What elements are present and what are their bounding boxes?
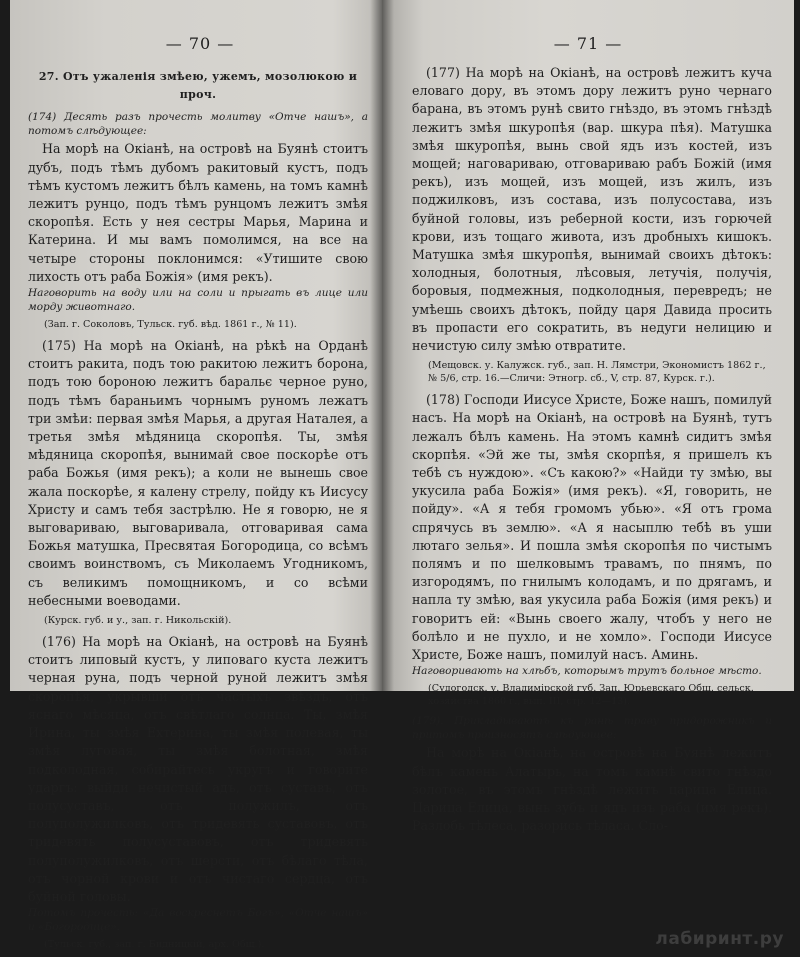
source-note: (Зап. г. Соколовъ, Тульск. губ. вѣд. 1861 г., № 11). [44,319,297,331]
left-page [10,0,390,951]
paragraph-177: (177) На морѣ на Окіанѣ, на островѣ лежитъ куча еловаго дору, въ этомъ дору лежитъ руно чернаго барана, въ этомъ рунѣ свито гнѣздо, въ этомъ гнѣздѣ лежитъ змѣя шкуропѣя (вар. шкура пѣя). Матушка змѣя шкуропѣя, вынь свой ядъ изъ костей, изъ мощей; наговариваю, отговариваю рабъ Божій (имя рекъ), изъ мощей, изъ мощей, изъ жилъ, изъ поджилковъ, изъ состава, изъ полусостава, изъ буйной головы, изъ реберной кости, изъ горючей крови, изъ тощаго живота, изъ дробныхъ кишокъ. Матушка змѣя шкуропѣя, вынимай своихъ дѣтокъ: холодныя, болотныя, лѣсовыя, летучія, получія, боровыя, подмежныя, подколодныя, перевредъ; не умѣешь своихъ дѣтокъ, пойду царя Давида просить въ пропасти его сократить, въ недуги нелицию и нечистую силу змѣю отвратите. [412,65,772,354]
source-note: (Тульск. губ., зап. г. Бидницкій, арх. Общ.). [44,939,265,951]
left-page-number: — 70 — [165,34,235,53]
instruction-176: Потомъ прочесть: «Да воскреснетъ Богъ», «Отче нашъ» и «Богородице». [28,907,368,934]
right-page [382,0,794,834]
paragraph-175: (175) На морѣ на Окіанѣ, на рѣкѣ на Орданѣ стоитъ ракита, подъ тою ракитою лежитъ борона, подъ тою бороною лежитъ баральє черное руно, подъ тѣмъ бараньимъ чорнымъ руномъ лежатъ три змѣи: первая змѣя Марья, а другая Наталея, а третья змѣя мѣдяница скоропѣя. Ты, змѣя мѣдяница скоропѣя, вынимай свое поскорѣе отъ раба Божья (имя рекъ); а коли не вынешь свое жала поскорѣе, я калену стрелу, пойду къ Иисусу Христу и самъ тебя застрѣлю. Не я говорю, не я выговариваю, выговаривала, отговаривая сама Божья матушка, Пресвятая Богородица, со всѣмъ своимъ воинствомъ, съ Миколаемъ Угодникомъ, съ великимъ помощникомъ, и со всѣми небесными воеводами. [28,338,368,608]
instruction-179: (179). Прикладываютъ къ ранѣ траву придорожникъ и притомъ произносятъ слѣдующее: [412,715,772,742]
source-note: (Мещовск. у. Калужск. губ., зап. Н. Лямстри, Экономистъ 1862 г., № 5/6, стр. 16.—Сличи: Этногр. сб., V, стр. 87, Курск. г.). [428,360,766,385]
watermark-logo: лабиринт.ру [655,929,784,949]
right-page-text [412,64,772,835]
paragraph-179: На морѣ на Окіанѣ, на островѣ на Буянѣ лежитъ бѣлъ камень Алатырь, на томъ камнѣ свито гнѣздо золотое, въ этомъ гнѣздѣ лежитъ царица Елица. Царица Елица, вынь зубъ и ядъ изъ раба (имя рекъ). Разлобь тѣлеса, разорись тѣласа. Сло- [412,745,772,834]
section-heading: 27. Отъ ужаленія змѣею, ужемъ, мозолюкою и проч. [38,70,358,102]
source-note: (Судогодск. у. Владимірской губ. Зап. Юрьевскаго Общ. сельск. хозяйства 1860 г., вып. III, стр. 12—13). [428,683,754,708]
paragraph-174: На морѣ на Окіанѣ, на островѣ на Буянѣ стоитъ дубъ, подъ тѣмъ дубомъ ракитовый кустъ, подъ тѣмъ кустомъ лежитъ бѣлъ камень, на томъ камнѣ лежитъ рунцо, подъ тѣмъ рунцомъ лежитъ змѣя скоропѣя. Есть у нея сестры Марья, Марина и Катерина. И мы вамъ помолимся, на все на четыре стороны поклонимся: «Утишите свою лихость отъ раба Божія» (имя рекъ). [28,141,368,284]
source-note: (Курск. губ. и у., зап. г. Никольскій). [44,615,232,627]
instruction-174: (174) Десять разъ прочесть молитву «Отче нашъ», а потомъ слѣдующее: [28,111,368,138]
instruction-174-usage: Наговорить на воду или на соли и прыгать въ лице или морду животнаго. [28,287,368,314]
right-page-number: — 71 — [553,34,623,53]
paragraph-176: (176) На морѣ на Окіанѣ, на островѣ на Буянѣ стоитъ липовый кустъ, у липоваго куста лежитъ черная руна, подъ черной руной лежитъ змѣя скоропѣя, укрывши отъ частыхъ звѣздъ, отъ яснаго мѣсяца, отъ свѣтлаго солнца. Ты, змѣя Ирина, ты змѣя Ехтерина, ты змѣя полевая, ты змѣя луговая, ты змѣя болотная, змѣя подколодная, собирайтесь укругъ и говорите ударгъ: выйди нечистый адъ, отъ суставъ, отъ полусуставъ, отъ полужилъ, отъ полуполужилковъ, отъ тридевять суставовъ, отъ тридевять полусуставовъ, отъ тридевять полуполужилковъ, отъ шерсти, отъ бѣлаго тѣла, отъ чорной крови и отъ чистаго сердца, отъ буйной головы. [28,634,368,904]
left-page-text [28,64,368,957]
paragraph-178: (178) Господи Иисусе Христе, Боже нашъ, помилуй насъ. На морѣ на Окіанѣ, на островѣ на Буянѣ, тутъ лежалъ бѣлъ камень. На этомъ камнѣ сидитъ змѣя скорпѣя. «Эй же ты, змѣя скорпѣя, я пришелъ къ тебѣ съ нуждою». «Съ какою?» «Найди ту змѣю, вы укусила раба Божія» (имя рекъ). «Я, говорить, не пойду». «А я тебя громомъ убью». «Я отъ грома спрячусь въ землю». «А я насыплю тебѣ въ уши лютаго зелья». И пошла змѣя скоропѣя по чистымъ полямъ и по шелковымъ травамъ, по пнямъ, по изгородямъ, по гнилымъ колодамъ, и по дрягамъ, и напла ту змѣю, вая укусила раба Божія (имя рекъ) и говоритъ ей: «Вынь своего жалу, чтобъ у него не болѣло и не пухло, и не хомло». Господи Иисусе Христе, Боже нашъ, помилуй насъ. Аминь. [412,392,772,663]
book-gutter-shadow [370,0,394,691]
instruction-178: Наговоривають на хлѣбъ, которымъ трутъ больное мѣсто. [412,665,762,678]
